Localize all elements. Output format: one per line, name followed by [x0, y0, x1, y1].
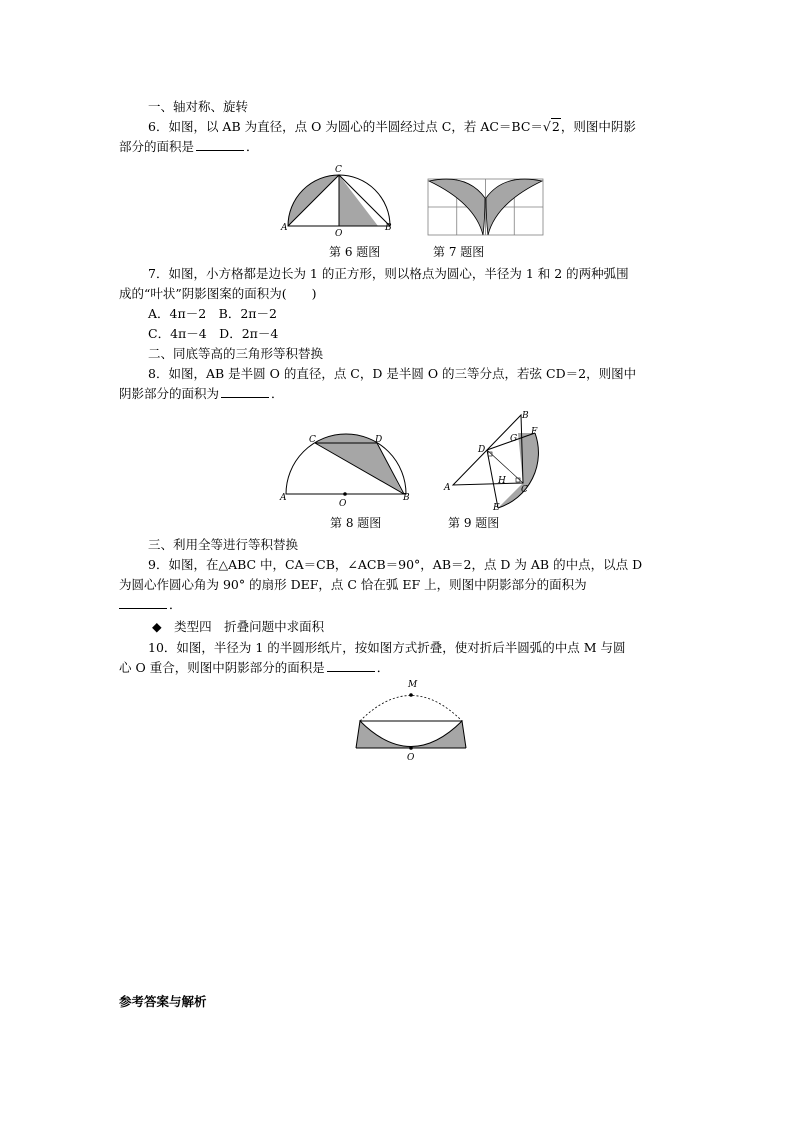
q10-line1: 10．如图，半径为 1 的半圆形纸片，按如图方式折叠，使对折后半圆弧的中点 M 与圆	[148, 640, 626, 655]
q9-line3: ．	[119, 597, 182, 613]
label-b: B	[385, 223, 392, 233]
figure-9	[443, 410, 543, 513]
section-heading-4: ◆ 类型四 折叠问题中求面积	[152, 619, 325, 634]
section-heading-1: 一、轴对称、旋转	[148, 99, 249, 114]
label-o: O	[339, 499, 347, 509]
figure-8	[280, 434, 410, 509]
section-heading-2: 二、同底等高的三角形等积替换	[148, 346, 324, 361]
q7-options-cd: C．4π－4 D．2π－4	[148, 326, 279, 341]
label-a: A	[444, 483, 451, 493]
caption-fig8: 第 8 题图	[330, 516, 382, 530]
q7-line2: 成的“叶状”阴影图案的面积为( )	[119, 286, 317, 301]
caption-fig9: 第 9 题图	[448, 516, 500, 530]
shaded-triangle	[339, 175, 378, 226]
label-a: A	[280, 493, 287, 503]
label-c: C	[309, 435, 316, 445]
label-g: G	[510, 434, 518, 444]
q7-line1: 7．如图，小方格都是边长为 1 的正方形，则以格点为圆心，半径为 1 和 2 的两种弧围	[148, 266, 629, 281]
diamond-icon: ◆	[152, 619, 162, 634]
q10-line2: 心 O 重合，则图中阴影部分的面积是 ．	[119, 660, 390, 675]
label-a: A	[281, 223, 288, 233]
answer-blank	[119, 597, 167, 609]
section-heading-3: 三、利用全等进行等积替换	[148, 537, 299, 552]
label-h: H	[498, 476, 506, 486]
q8-line2: 阴影部分的面积为 ．	[119, 386, 284, 401]
caption-fig7: 第 7 题图	[433, 245, 485, 259]
q9-line2: 为圆心作圆心角为 90° 的扇形 DEF，点 C 恰在弧 EF 上，则图中阴影部分的面积为	[119, 577, 587, 592]
q9-line1: 9．如图，在△ABC 中，CA＝CB，∠ACB＝90°，AB＝2，点 D 为 AB 的中点，以点 D	[148, 557, 643, 572]
label-b: B	[403, 493, 410, 503]
answer-blank	[196, 139, 244, 151]
answer-heading: 参考答案与解析	[119, 994, 207, 1009]
label-d: D	[375, 435, 383, 445]
figure-6	[281, 164, 395, 239]
label-m: M	[408, 680, 418, 690]
q6-line2: 部分的面积是 ．	[119, 139, 259, 154]
sqrt-2: √2	[542, 119, 560, 134]
label-b: B	[522, 411, 529, 421]
caption-fig6: 第 6 题图	[329, 245, 381, 259]
label-e: E	[493, 503, 500, 513]
label-o: O	[407, 753, 415, 763]
answer-blank	[221, 386, 269, 398]
answer-blank	[327, 660, 375, 672]
q7-options-ab: A．4π－2 B．2π－2	[148, 306, 277, 321]
label-c: C	[335, 165, 342, 175]
figure-10	[352, 678, 470, 762]
label-d: D	[478, 445, 486, 455]
q8-line1: 8．如图，AB 是半圆 O 的直径，点 C，D 是半圆 O 的三等分点，若弦 CD＝2，则图中	[148, 366, 637, 381]
label-f: F	[531, 427, 538, 437]
figure-7	[427, 178, 544, 236]
label-c: C	[521, 485, 528, 495]
q6-line1: 6．如图，以 AB 为直径，点 O 为圆心的半圆经过点 C，若 AC＝BC＝√2，则图中阴影	[148, 119, 636, 134]
label-o: O	[335, 229, 343, 239]
